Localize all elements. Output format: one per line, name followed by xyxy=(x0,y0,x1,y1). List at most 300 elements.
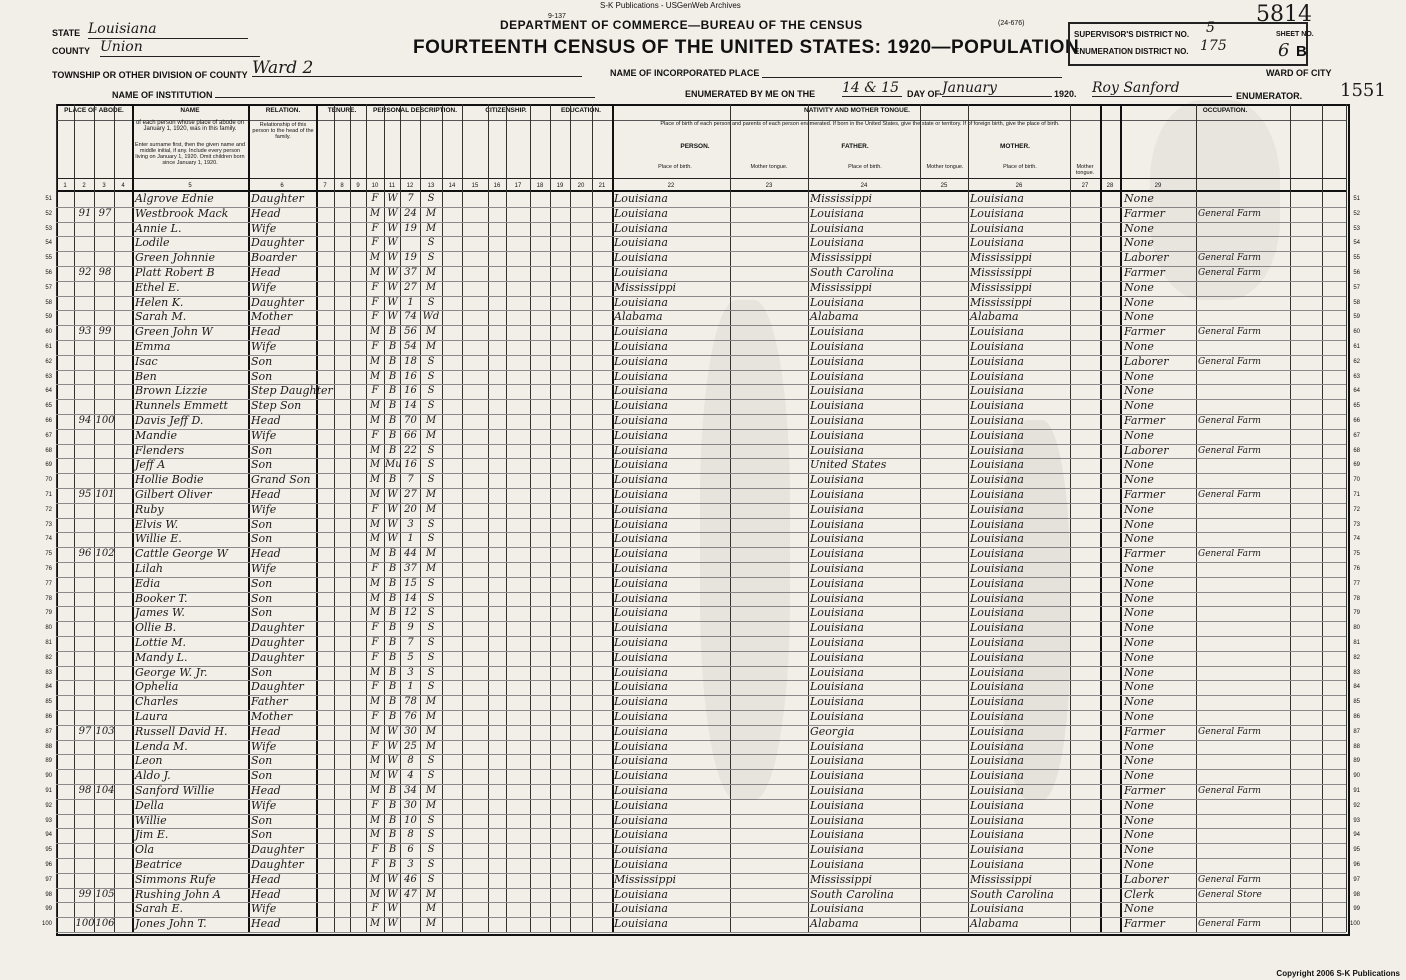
column-number: 5 xyxy=(188,183,192,189)
race: W xyxy=(387,222,398,234)
birthplace: Louisiana xyxy=(614,532,668,546)
occupation: Laborer xyxy=(1124,354,1169,368)
birthplace: Louisiana xyxy=(614,458,668,472)
column-number: 25 xyxy=(940,183,948,189)
occupation: None xyxy=(1124,858,1154,871)
mother-birthplace: Louisiana xyxy=(970,192,1024,205)
line-number: 88 xyxy=(45,743,52,750)
hdr-father: FATHER. xyxy=(841,143,869,150)
line-number: 59 xyxy=(45,314,52,321)
column-number: 7 xyxy=(323,183,327,189)
father-birthplace: Mississippi xyxy=(810,251,872,265)
state-value: Louisiana xyxy=(88,21,248,39)
occupation: None xyxy=(1124,369,1154,383)
industry: General Farm xyxy=(1198,919,1261,930)
marital-status: M xyxy=(425,799,437,811)
person-name: Beatrice xyxy=(135,858,183,871)
line-number-right: 91 xyxy=(1353,788,1360,794)
birthplace: Louisiana xyxy=(614,784,668,797)
mother-birthplace: Louisiana xyxy=(970,828,1024,842)
age: 27 xyxy=(404,489,417,500)
relation: Wife xyxy=(251,739,277,753)
sex: M xyxy=(369,533,381,545)
race: W xyxy=(387,873,398,885)
age: 7 xyxy=(407,193,414,204)
line-number-right: 92 xyxy=(1353,802,1360,809)
line-number: 66 xyxy=(45,418,52,424)
age: 3 xyxy=(407,518,414,530)
line-number: 57 xyxy=(45,284,52,291)
line-number-right: 56 xyxy=(1353,270,1360,276)
mother-birthplace: Louisiana xyxy=(970,517,1024,531)
birthplace: Louisiana xyxy=(614,858,668,871)
marital-status: Wd xyxy=(422,311,440,323)
occupation: None xyxy=(1124,280,1154,294)
mother-birthplace: Louisiana xyxy=(970,576,1024,590)
industry: General Farm xyxy=(1198,445,1261,456)
occupation: None xyxy=(1124,710,1154,723)
enumeration-label: ENUMERATION DISTRICT NO. xyxy=(1074,47,1189,56)
line-number-right: 53 xyxy=(1353,225,1360,232)
father-birthplace: Louisiana xyxy=(810,843,864,857)
person-name: Green John W xyxy=(135,325,213,339)
occupation: Farmer xyxy=(1124,488,1165,501)
line-number-right: 81 xyxy=(1353,640,1360,646)
smudge xyxy=(1150,100,1280,300)
occupation: None xyxy=(1124,532,1154,546)
line-number-right: 84 xyxy=(1353,684,1360,691)
relation: Boarder xyxy=(251,251,297,265)
mother-birthplace: Louisiana xyxy=(970,473,1024,487)
column-number: 22 xyxy=(667,183,675,189)
father-birthplace: Louisiana xyxy=(810,798,864,812)
occupation: None xyxy=(1124,739,1154,753)
line-number-right: 64 xyxy=(1353,388,1360,395)
line-number-right: 51 xyxy=(1353,196,1360,202)
age: 8 xyxy=(407,755,414,767)
race: B xyxy=(388,829,397,841)
column-number: 16 xyxy=(493,183,501,189)
relation: Wife xyxy=(251,221,277,235)
marital-status: S xyxy=(427,770,435,782)
father-birthplace: Louisiana xyxy=(810,414,864,427)
father-birthplace: Louisiana xyxy=(810,828,864,842)
family-number: 105 xyxy=(95,888,115,900)
race: B xyxy=(388,563,397,574)
person-name: Brown Lizzie xyxy=(135,384,208,398)
line-number-right: 89 xyxy=(1353,758,1360,765)
mother-birthplace: Louisiana xyxy=(970,325,1024,339)
line-number-right: 82 xyxy=(1353,654,1360,661)
sex: M xyxy=(369,489,381,500)
column-number: 28 xyxy=(1106,183,1114,189)
birthplace: Louisiana xyxy=(614,517,668,531)
race: W xyxy=(387,267,398,278)
father-birthplace: Alabama xyxy=(810,310,859,324)
age: 74 xyxy=(404,311,417,323)
line-number: 92 xyxy=(45,802,52,809)
line-number: 58 xyxy=(45,299,52,306)
father-birthplace: Louisiana xyxy=(810,739,864,753)
mother-birthplace: Louisiana xyxy=(970,443,1024,457)
father-birthplace: Louisiana xyxy=(810,680,864,694)
person-name: Ethel E. xyxy=(135,280,180,294)
race: B xyxy=(388,785,397,796)
column-number: 9 xyxy=(356,183,360,189)
sex: M xyxy=(369,415,381,426)
line-number: 93 xyxy=(45,817,52,824)
marital-status: M xyxy=(425,341,437,352)
marital-status: M xyxy=(425,326,437,338)
industry: General Farm xyxy=(1198,356,1261,367)
person-name: Mandie xyxy=(135,428,177,442)
line-number: 99 xyxy=(45,906,52,913)
line-number: 98 xyxy=(45,891,52,898)
age: 16 xyxy=(404,385,417,397)
birthplace: Louisiana xyxy=(614,917,668,931)
person-name: Annie L. xyxy=(135,221,182,235)
person-name: Aldo J. xyxy=(135,769,171,783)
line-number: 83 xyxy=(45,669,52,676)
marital-status: S xyxy=(427,844,435,856)
relation: Wife xyxy=(251,428,277,442)
mother-birthplace: Louisiana xyxy=(970,724,1024,738)
mother-birthplace: Louisiana xyxy=(970,695,1024,709)
department-heading: DEPARTMENT OF COMMERCE—BUREAU OF THE CENSUS xyxy=(500,18,863,32)
line-number: 69 xyxy=(45,462,52,469)
person-name: Platt Robert B xyxy=(135,266,215,279)
relation: Wife xyxy=(251,340,277,353)
family-number: 103 xyxy=(95,725,115,737)
column-number: 2 xyxy=(82,183,86,189)
person-name: Isac xyxy=(135,354,158,368)
birthplace: Louisiana xyxy=(614,266,668,279)
enumerated-label: ENUMERATED BY ME ON THE xyxy=(685,89,816,99)
dwelling-number: 91 xyxy=(78,207,92,219)
birthplace: Louisiana xyxy=(614,340,668,353)
age: 66 xyxy=(404,429,417,441)
mother-birthplace: Louisiana xyxy=(970,384,1024,398)
line-number: 51 xyxy=(45,196,52,202)
father-birthplace: Louisiana xyxy=(810,784,864,797)
sex: M xyxy=(369,518,381,530)
ward-label: WARD OF CITY xyxy=(1266,68,1332,78)
line-number: 71 xyxy=(45,492,52,498)
father-birthplace: Louisiana xyxy=(810,221,864,235)
birthplace: Alabama xyxy=(614,310,663,324)
institution-label: NAME OF INSTITUTION xyxy=(112,90,213,100)
marital-status: S xyxy=(427,592,435,604)
marital-status: S xyxy=(427,814,435,826)
occupation: None xyxy=(1124,798,1154,812)
line-number-right: 62 xyxy=(1353,358,1360,365)
person-name: Booker T. xyxy=(135,591,188,605)
relation: Head xyxy=(251,325,281,339)
mother-birthplace: Louisiana xyxy=(970,591,1024,605)
father-birthplace: Alabama xyxy=(810,917,859,931)
race: B xyxy=(388,385,397,397)
person-name: Gilbert Oliver xyxy=(135,488,212,501)
occupation: None xyxy=(1124,428,1154,442)
relation: Daughter xyxy=(251,636,304,649)
age: 18 xyxy=(404,355,417,367)
age: 27 xyxy=(404,281,417,293)
relation: Mother xyxy=(251,310,293,324)
line-number-right: 58 xyxy=(1353,299,1360,306)
race: B xyxy=(388,474,397,486)
line-number-right: 70 xyxy=(1353,477,1360,484)
father-birthplace: Louisiana xyxy=(810,325,864,339)
occupation: None xyxy=(1124,591,1154,605)
line-number: 97 xyxy=(45,876,52,883)
line-number-right: 87 xyxy=(1353,728,1360,735)
marital-status: M xyxy=(425,725,437,737)
marital-status: S xyxy=(427,681,435,693)
family-number: 106 xyxy=(95,918,115,930)
marital-status: S xyxy=(427,474,435,486)
mother-birthplace: Louisiana xyxy=(970,428,1024,442)
publisher-banner: S-K Publications - USGenWeb Archives xyxy=(600,1,741,10)
line-number-right: 94 xyxy=(1353,832,1360,839)
person-name: Della xyxy=(135,798,164,812)
mother-birthplace: Alabama xyxy=(970,310,1019,324)
line-number-right: 61 xyxy=(1353,344,1360,350)
race: W xyxy=(387,503,398,515)
marital-status: S xyxy=(427,666,435,678)
marital-status: M xyxy=(425,489,437,500)
occupation: Laborer xyxy=(1124,872,1169,886)
occupation: Farmer xyxy=(1124,325,1165,339)
birthplace: Louisiana xyxy=(614,724,668,738)
sex: M xyxy=(369,607,381,619)
column-number: 21 xyxy=(598,183,606,189)
father-birthplace: Louisiana xyxy=(810,576,864,590)
hdr-nativity: NATIVITY AND MOTHER TONGUE. xyxy=(804,107,910,114)
occupation: None xyxy=(1124,576,1154,590)
column-number: 13 xyxy=(427,183,435,189)
sex: M xyxy=(369,326,381,338)
mother-birthplace: South Carolina xyxy=(970,887,1054,901)
father-birthplace: Louisiana xyxy=(810,650,864,664)
sex: F xyxy=(371,844,379,856)
line-number-right: 57 xyxy=(1353,284,1360,291)
father-birthplace: Louisiana xyxy=(810,384,864,398)
person-name: Jim E. xyxy=(135,828,169,842)
enumeration-month: January xyxy=(942,80,1052,97)
marital-status: S xyxy=(427,237,435,249)
occupation: None xyxy=(1124,754,1154,768)
relation: Step Son xyxy=(251,399,302,413)
person-name: Mandy L. xyxy=(135,650,188,664)
race: B xyxy=(388,415,397,426)
line-number: 94 xyxy=(45,832,52,839)
dwelling-number: 98 xyxy=(78,785,92,796)
relation: Head xyxy=(251,917,281,931)
birthplace: Louisiana xyxy=(614,473,668,487)
age: 14 xyxy=(404,400,417,412)
occupation: None xyxy=(1124,384,1154,398)
race: W xyxy=(387,252,398,264)
enumeration-value: 175 xyxy=(1200,38,1227,54)
age: 10 xyxy=(404,814,417,826)
race: B xyxy=(388,696,397,708)
race: W xyxy=(387,193,398,204)
mother-birthplace: Louisiana xyxy=(970,354,1024,368)
line-number: 52 xyxy=(45,210,52,217)
father-birthplace: Louisiana xyxy=(810,769,864,783)
mother-birthplace: Louisiana xyxy=(970,710,1024,723)
race: B xyxy=(388,341,397,352)
dwelling-number: 100 xyxy=(75,918,95,930)
relation: Head xyxy=(251,547,281,561)
birthplace: Mississippi xyxy=(614,280,676,294)
marital-status: M xyxy=(425,888,437,900)
father-birthplace: Louisiana xyxy=(810,399,864,413)
race: B xyxy=(388,844,397,856)
race: B xyxy=(388,666,397,678)
industry: General Farm xyxy=(1198,490,1261,500)
column-number: 26 xyxy=(1015,183,1023,189)
sheet-label: SHEET NO. xyxy=(1276,31,1314,38)
race: B xyxy=(388,681,397,693)
column-number: 4 xyxy=(121,183,125,189)
column-number: 18 xyxy=(536,183,544,189)
race: B xyxy=(388,799,397,811)
birthplace: Louisiana xyxy=(614,843,668,857)
person-name: George W. Jr. xyxy=(135,665,208,679)
occupation: Farmer xyxy=(1124,917,1165,931)
occupation: None xyxy=(1124,621,1154,635)
line-number-right: 71 xyxy=(1353,492,1360,498)
mother-birthplace: Louisiana xyxy=(970,340,1024,353)
industry: General Farm xyxy=(1198,416,1261,426)
person-name: Russell David H. xyxy=(135,724,228,738)
hdr-name: NAME xyxy=(180,107,200,114)
stamp-number: 5814 xyxy=(1256,2,1312,27)
race: B xyxy=(388,651,397,663)
column-number: 8 xyxy=(340,183,344,189)
mother-birthplace: Alabama xyxy=(970,917,1019,931)
hdr-education: EDUCATION. xyxy=(561,107,601,114)
birthplace: Louisiana xyxy=(614,221,668,235)
age: 24 xyxy=(404,207,417,219)
father-birthplace: South Carolina xyxy=(810,266,894,279)
enumerator-label: ENUMERATOR. xyxy=(1236,91,1303,101)
mother-birthplace: Louisiana xyxy=(970,621,1024,635)
birthplace: Louisiana xyxy=(614,236,668,250)
occupation: None xyxy=(1124,221,1154,235)
mother-birthplace: Louisiana xyxy=(970,532,1024,546)
mother-birthplace: Louisiana xyxy=(970,414,1024,427)
birthplace: Louisiana xyxy=(614,665,668,679)
father-birthplace: Mississippi xyxy=(810,280,872,294)
birthplace: Louisiana xyxy=(614,354,668,368)
relation: Son xyxy=(251,665,273,679)
race: B xyxy=(388,429,397,441)
relation: Daughter xyxy=(251,192,304,205)
race: B xyxy=(388,370,397,382)
sex: F xyxy=(371,429,379,441)
mother-birthplace: Louisiana xyxy=(970,236,1024,250)
sex: F xyxy=(371,651,379,663)
line-number: 74 xyxy=(45,536,52,543)
occupation: None xyxy=(1124,399,1154,413)
sex: F xyxy=(371,637,379,648)
marital-status: S xyxy=(427,252,435,264)
marital-status: S xyxy=(427,400,435,412)
father-birthplace: Louisiana xyxy=(810,858,864,871)
birthplace: Louisiana xyxy=(614,621,668,635)
line-number: 73 xyxy=(45,521,52,528)
column-number: 20 xyxy=(577,183,585,189)
occupation: None xyxy=(1124,606,1154,620)
relation: Daughter xyxy=(251,236,304,250)
line-number: 87 xyxy=(45,728,52,735)
age: 7 xyxy=(407,474,414,486)
marital-status: S xyxy=(427,355,435,367)
mother-birthplace: Mississippi xyxy=(970,280,1032,294)
race: B xyxy=(388,814,397,826)
race: B xyxy=(388,400,397,412)
mother-birthplace: Louisiana xyxy=(970,784,1024,797)
hdr-father-tongue: Mother tongue. xyxy=(926,164,964,170)
line-number-right: 69 xyxy=(1353,462,1360,469)
mother-birthplace: Louisiana xyxy=(970,547,1024,561)
relation: Wife xyxy=(251,280,277,294)
relation: Head xyxy=(251,488,281,501)
line-number: 63 xyxy=(45,373,52,380)
person-name: Algrove Ednie xyxy=(135,192,214,205)
sheet-value: 6 xyxy=(1278,40,1290,61)
age: 19 xyxy=(404,222,417,234)
race: W xyxy=(387,489,398,500)
marital-status: M xyxy=(425,740,437,752)
race: W xyxy=(387,281,398,293)
relation: Daughter xyxy=(251,858,304,871)
race: B xyxy=(388,637,397,648)
form-number: 9-137 xyxy=(548,13,566,20)
line-number: 76 xyxy=(45,566,52,572)
sex: M xyxy=(369,696,381,708)
birthplace: Louisiana xyxy=(614,902,668,916)
line-number: 79 xyxy=(45,610,52,617)
marital-status: M xyxy=(425,415,437,426)
sex: M xyxy=(369,770,381,782)
mother-birthplace: Louisiana xyxy=(970,650,1024,664)
mother-birthplace: Louisiana xyxy=(970,502,1024,516)
age: 37 xyxy=(404,267,417,278)
race: W xyxy=(387,207,398,219)
column-number: 29 xyxy=(1154,183,1162,189)
occupation: None xyxy=(1124,236,1154,250)
occupation: Farmer xyxy=(1124,784,1165,797)
family-number: 101 xyxy=(95,489,115,500)
race: B xyxy=(388,444,397,456)
industry: General Farm xyxy=(1198,268,1261,278)
person-name: Sanford Willie xyxy=(135,784,215,797)
birthplace: Louisiana xyxy=(614,384,668,398)
hdr-person-pob: Place of birth. xyxy=(658,164,692,170)
birthplace: Louisiana xyxy=(614,591,668,605)
person-name: Simmons Rufe xyxy=(135,872,216,886)
person-name: Hollie Bodie xyxy=(135,473,204,487)
person-name: Lenda M. xyxy=(135,739,188,753)
father-birthplace: Georgia xyxy=(810,724,855,738)
marital-status: M xyxy=(425,503,437,515)
sex: F xyxy=(371,799,379,811)
industry: General Store xyxy=(1198,889,1262,900)
birthplace: Louisiana xyxy=(614,769,668,783)
